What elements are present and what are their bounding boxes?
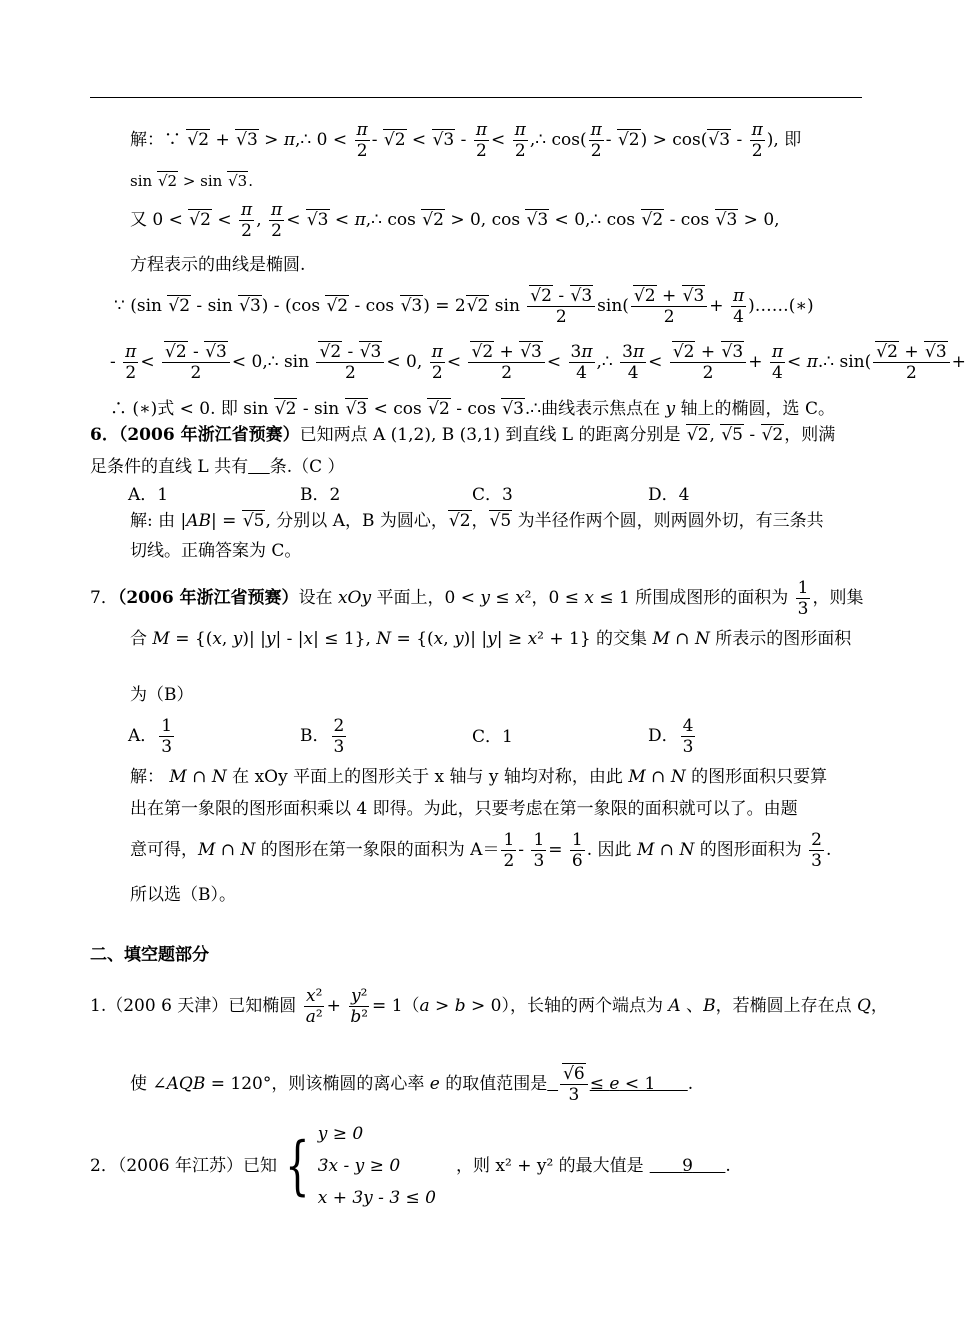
fill-q2-end: . (725, 1156, 731, 1176)
q7-option-c: C．1 (472, 727, 513, 747)
fill-q2-lead: 2．（2006 年江苏）已知 (90, 1156, 277, 1176)
constraint-2: 3x - y ≥ 0 (317, 1156, 401, 1176)
q7-source: （2006 年浙江省预赛） (117, 588, 299, 608)
q6-option-c: C．3 (472, 485, 513, 505)
fill-q2-answer: 9 (682, 1156, 693, 1176)
prev-solution-line-7: ∴ (∗)式 < 0. 即 sin √2 - sin √3 < cos √2 - cos √3.∴曲线表示焦点在 y 轴上的椭圆，选 C。 (110, 399, 835, 419)
constraint-3: x + 3y - 3 ≤ 0 (317, 1188, 436, 1208)
q7-stem: 7．（2006 年浙江省预赛）设在 xOy 平面上，0 < y ≤ x²，0 ≤ x ≤ 1 所围成图形的面积为 $\frac{1}{3}$ ，则集 (90, 578, 864, 619)
q7-solution-1: 解： M ∩ N 在 xOy 平面上的图形关于 x 轴与 y 轴均对称，由此 M ∩ N 的图形面积只要算 (130, 767, 828, 787)
q6-solution-2: 切线。正确答案为 C。 (130, 541, 302, 561)
prev-solution-line-3: 又 0 < √2 < $\frac{\pi}{2}$ , $\frac{\pi}{2}$ < √3 < π,∴ cos √2 > 0, cos √3 < 0,∴ cos √2 - cos √3 > 0, (130, 200, 780, 241)
q7-number: 7． (90, 588, 118, 608)
prev-solution-line-1: 解：∵ √2 + √3 > π,∴ 0 < $\frac{\pi}{2}$ - √2 < √3 - $\frac{\pi}{2}$ < $\frac{\pi}{2}$ ,∴ cos( $\frac{\pi}{2}$ - √2) > cos(√3 - $\frac{\pi}{2}$ ), 即 (130, 120, 802, 161)
q6-option-a: A．1 (128, 485, 169, 505)
prev-solution-line-4: 方程表示的曲线是椭圆. (130, 255, 306, 275)
q6-source: （2006 年浙江省预赛） (118, 425, 300, 445)
header-rule (90, 97, 862, 98)
q7-option-a: A． $\frac{1}{3}$ (128, 716, 173, 757)
prev-solution-line-2: sin √2 > sin √3. (130, 172, 253, 190)
fill-q2-tail: ，则 x² + y² 的最大值是 (456, 1156, 644, 1176)
prev-solution-line-5: ∵ (sin √2 - sin √3) - (cos √2 - cos √3) = 2√2 sin $\frac{√2 - √3}{2}$ sin( $\frac{√2 + √3}{2}$ + $\frac{\pi}{4}$ )……(∗) (114, 286, 814, 327)
q7-solution-2: 出在第一象限的图形面积乘以 4 即得。为此，只要考虑在第一象限的面积就可以了。由题 (130, 799, 798, 819)
prev-solution-line-6: - $\frac{\pi}{2}$ < $\frac{√2 - √3}{2}$ < 0,∴ sin $\frac{√2 - √3}{2}$ < 0, $\frac{\pi}{2}$ < $\frac{√2 + √3}{2}$ < $\frac{3\pi}{4}$ ,∴ $\frac{3\pi}{4}$ < $\frac{√2 + √3}{2}$ + $\frac{\pi}{4}$ < π.∴ sin( $\frac{√2 + √3}{2}$ + (110, 342, 966, 383)
q7-option-b: B． $\frac{2}{3}$ (300, 716, 345, 757)
q6-number: 6． (90, 425, 119, 445)
q6-solution-1: 解: 由 |AB| = √5, 分别以 A，B 为圆心，√2，√5 为半径作两个圆，则两圆外切，有三条共 (130, 511, 824, 531)
q7-stem-3: 为（B） (130, 685, 194, 705)
q7-solution-3: 意可得，M ∩ N 的图形在第一象限的面积为 A＝ $\frac{1}{2}$ - $\frac{1}{3}$ = $\frac{1}{6}$ . 因此 M ∩ N 的图形面积为 $\frac{2}{3}$ . (130, 830, 832, 871)
q7-stem-2: 合 M = {(x, y)| |y| - |x| ≤ 1}, N = {(x, y)| |y| ≥ x² + 1} 的交集 M ∩ N 所表示的图形面积 (130, 629, 852, 649)
q6-stem: 6．（2006 年浙江省预赛）已知两点 A (1,2), B (3,1) 到直线 L 的距离分别是 √2, √5 - √2，则满 (90, 425, 836, 445)
q6-stem-2: 足条件的直线 L 共有 条.（C ） (90, 457, 345, 477)
constraint-1: y ≥ 0 (317, 1124, 364, 1144)
section-title: 二、填空题部分 (90, 945, 209, 965)
fill-q1-line-2: 使 ∠AQB = 120°，则该椭圆的离心率 e 的取值范围是 $\frac{√6}{3}$ ≤ e < 1 . (130, 1064, 694, 1105)
q7-solution-4: 所以选（B）。 (130, 885, 236, 905)
fill-q2 (90, 1118, 731, 1214)
q6-option-b: B．2 (300, 485, 341, 505)
fill-q1-line-1: 1.（200 6 天津）已知椭圆 $\frac{\text{x²}}{\text{a²}}$ + $\frac{\text{y²}}{\text{b²}}$ = 1（a > b > 0），长轴的两个端点为 A 、B，若椭圆上存在点 Q， (90, 986, 888, 1027)
q6-option-d: D．4 (648, 485, 690, 505)
q7-option-d: D． $\frac{4}{3}$ (648, 716, 694, 757)
constraint-system: { y ≥ 0 3x - y ≥ 0 x + 3y - 3 ≤ 0 (277, 1118, 436, 1214)
